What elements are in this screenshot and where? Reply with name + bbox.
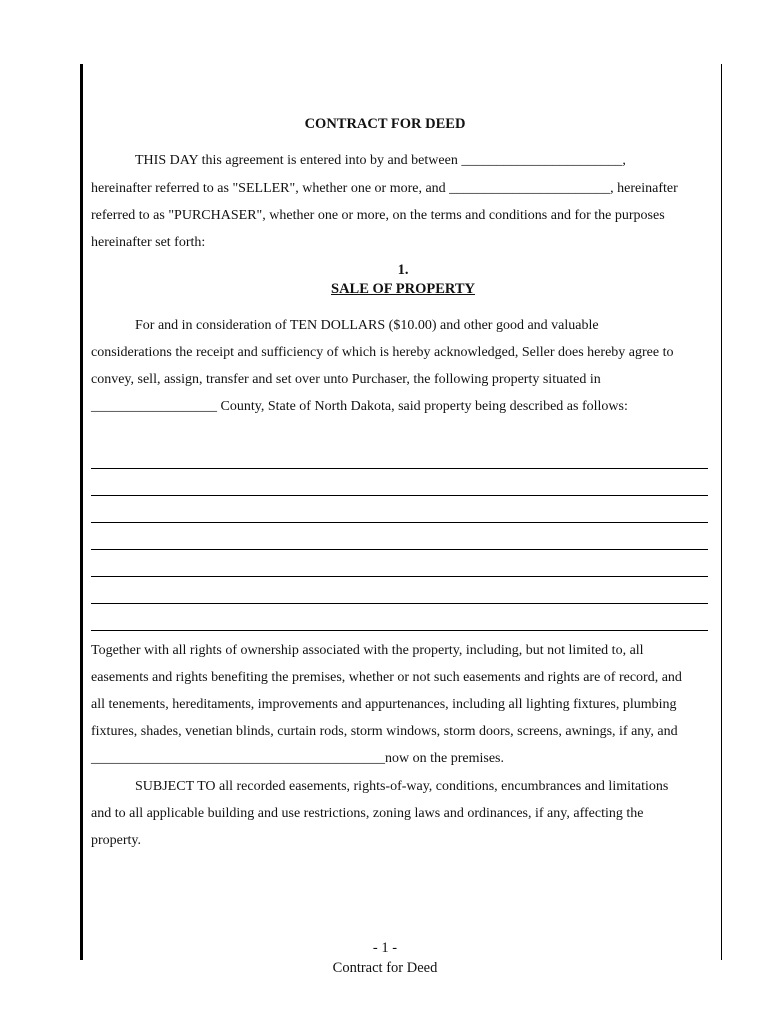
- property-description-line[interactable]: [91, 468, 708, 469]
- intro-line: hereinafter set forth:: [91, 235, 206, 250]
- left-margin-bar: [80, 64, 83, 960]
- together-line: fixtures, shades, venetian blinds, curtain rods, storm windows, storm doors, screens, awnings, if any, and: [91, 724, 678, 739]
- subject-line: SUBJECT TO all recorded easements, rights-of-way, conditions, encumbrances and limitations: [135, 779, 669, 794]
- intro-line: referred to as "PURCHASER", whether one or more, on the terms and conditions and for the purposes: [91, 208, 665, 223]
- footer-label: Contract for Deed: [332, 960, 438, 976]
- intro-line: THIS DAY this agreement is entered into by and between _______________________,: [135, 153, 626, 168]
- consideration-line: __________________ County, State of North Dakota, said property being described as follows:: [91, 399, 628, 414]
- property-description-line[interactable]: [91, 522, 708, 523]
- together-line: Together with all rights of ownership associated with the property, including, but not limited to, all: [91, 643, 644, 658]
- right-margin-bar: [721, 64, 722, 960]
- consideration-line: considerations the receipt and sufficiency of which is hereby acknowledged, Seller does hereby agree to: [91, 345, 674, 360]
- together-line: __________________________________________now on the premises.: [91, 751, 504, 766]
- property-description-line[interactable]: [91, 495, 708, 496]
- property-description-line[interactable]: [91, 630, 708, 631]
- section-heading: SALE OF PROPERTY: [331, 281, 475, 297]
- intro-line: hereinafter referred to as "SELLER", whether one or more, and _______________________, hereinafter: [91, 181, 678, 196]
- document-title: CONTRACT FOR DEED: [304, 116, 466, 132]
- together-line: easements and rights benefiting the premises, whether or not such easements and rights are of record, and: [91, 670, 682, 685]
- subject-line: and to all applicable building and use restrictions, zoning laws and ordinances, if any, affecting the: [91, 806, 644, 821]
- property-description-line[interactable]: [91, 549, 708, 550]
- consideration-line: For and in consideration of TEN DOLLARS ($10.00) and other good and valuable: [135, 318, 599, 333]
- together-line: all tenements, hereditaments, improvements and appurtenances, including all lighting fixtures, plumbing: [91, 697, 677, 712]
- property-description-line[interactable]: [91, 576, 708, 577]
- subject-line: property.: [91, 833, 142, 848]
- page-number: - 1 -: [372, 940, 398, 956]
- property-description-line[interactable]: [91, 603, 708, 604]
- section-number: 1.: [397, 262, 409, 278]
- consideration-line: convey, sell, assign, transfer and set over unto Purchaser, the following property situated in: [91, 372, 601, 387]
